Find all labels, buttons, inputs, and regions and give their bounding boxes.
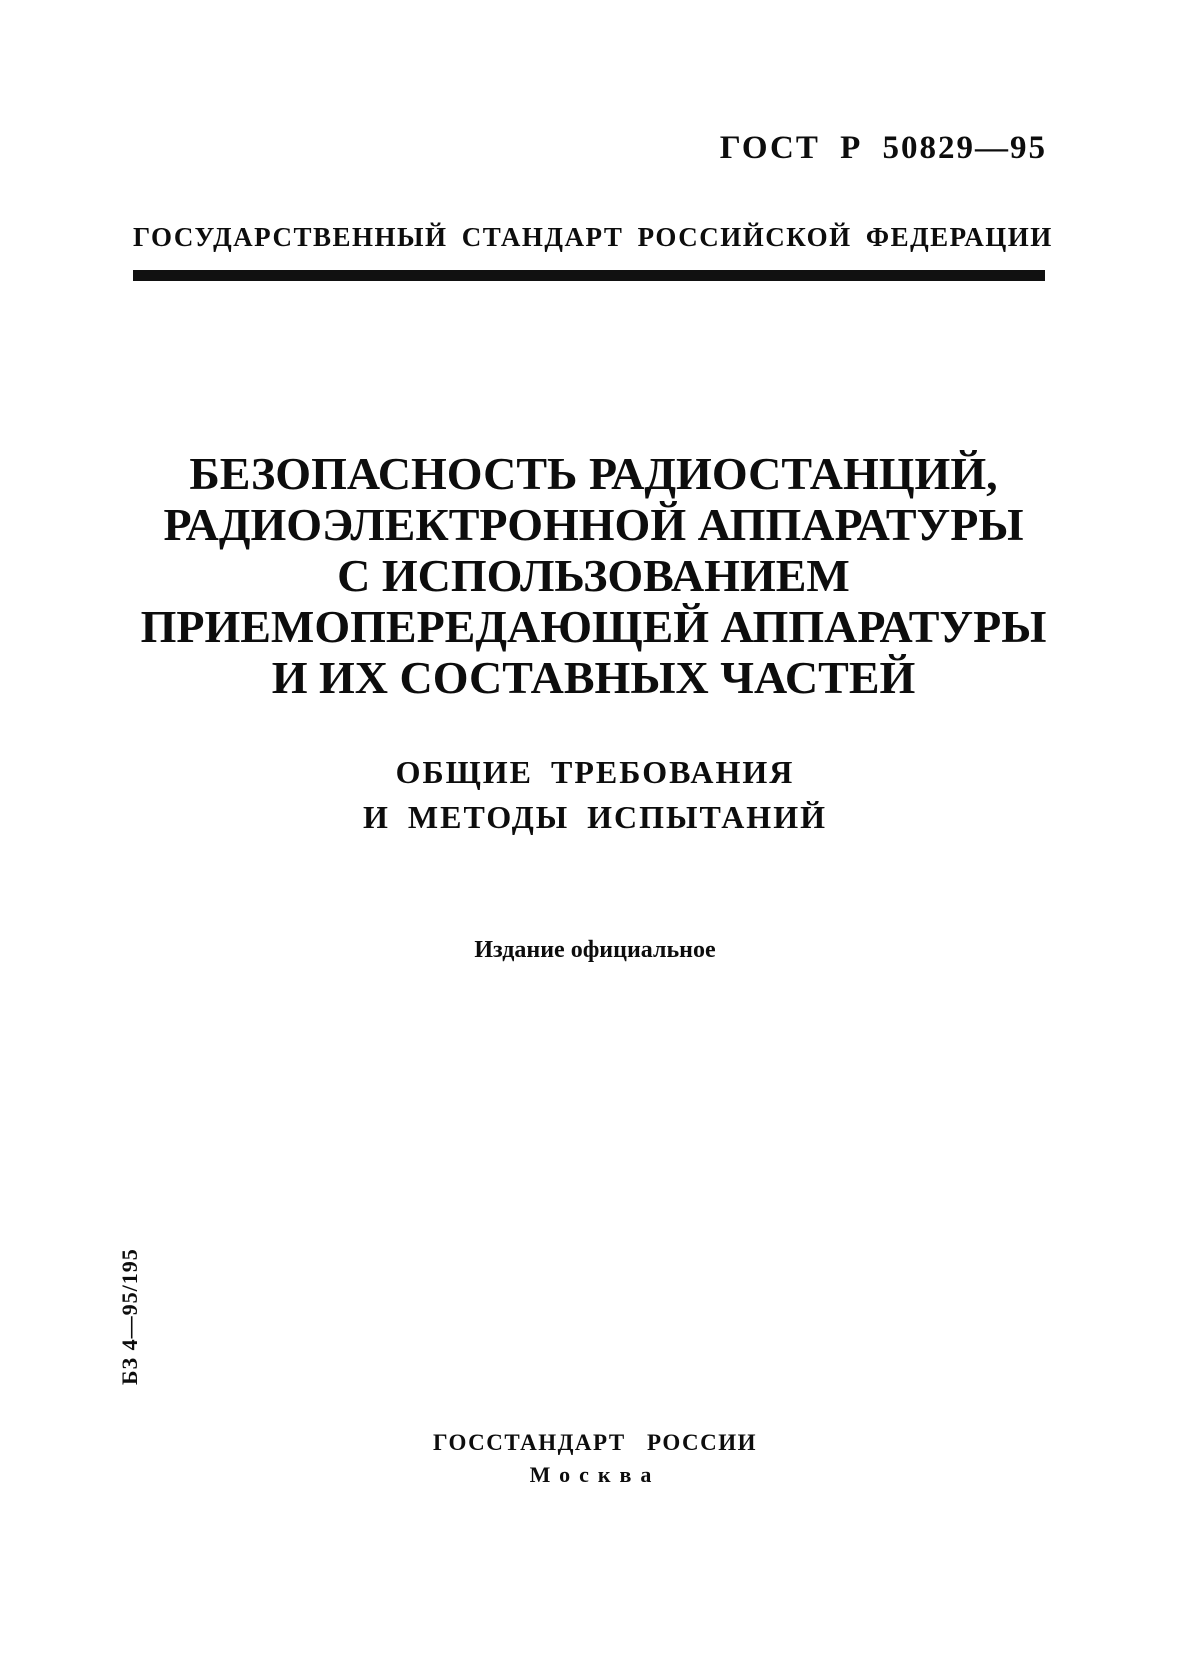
subtitle-line: И МЕТОДЫ ИСПЫТАНИЙ [363,799,827,835]
organization-title: ГОСУДАРСТВЕННЫЙ СТАНДАРТ РОССИЙСКОЙ ФЕДЕРАЦИИ [133,222,1053,252]
edition-label: Издание официальное [474,937,716,963]
side-code: БЗ 4—95/195 [117,1248,142,1385]
publisher-city: Москва [529,1462,661,1487]
main-title [80,448,1107,703]
subtitle-line: ОБЩИЕ ТРЕБОВАНИЯ [395,754,795,790]
publisher-name: ГОССТАНДАРТ РОССИИ [432,1430,758,1455]
main-title-line: ПРИЕМОПЕРЕДАЮЩЕЙ АППАРАТУРЫ [140,601,1047,652]
main-title-line: БЕЗОПАСНОСТЬ РАДИОСТАНЦИЙ, [189,448,998,499]
main-title-line: И ИХ СОСТАВНЫХ ЧАСТЕЙ [271,652,916,703]
subtitle [180,750,1010,840]
main-title-line: РАДИОЭЛЕКТРОННОЙ АППАРАТУРЫ [163,499,1024,550]
main-title-line: С ИСПОЛЬЗОВАНИЕМ [337,550,850,601]
document-code: ГОСТ Р 50829—95 [719,130,1047,166]
header-rule [133,270,1045,281]
